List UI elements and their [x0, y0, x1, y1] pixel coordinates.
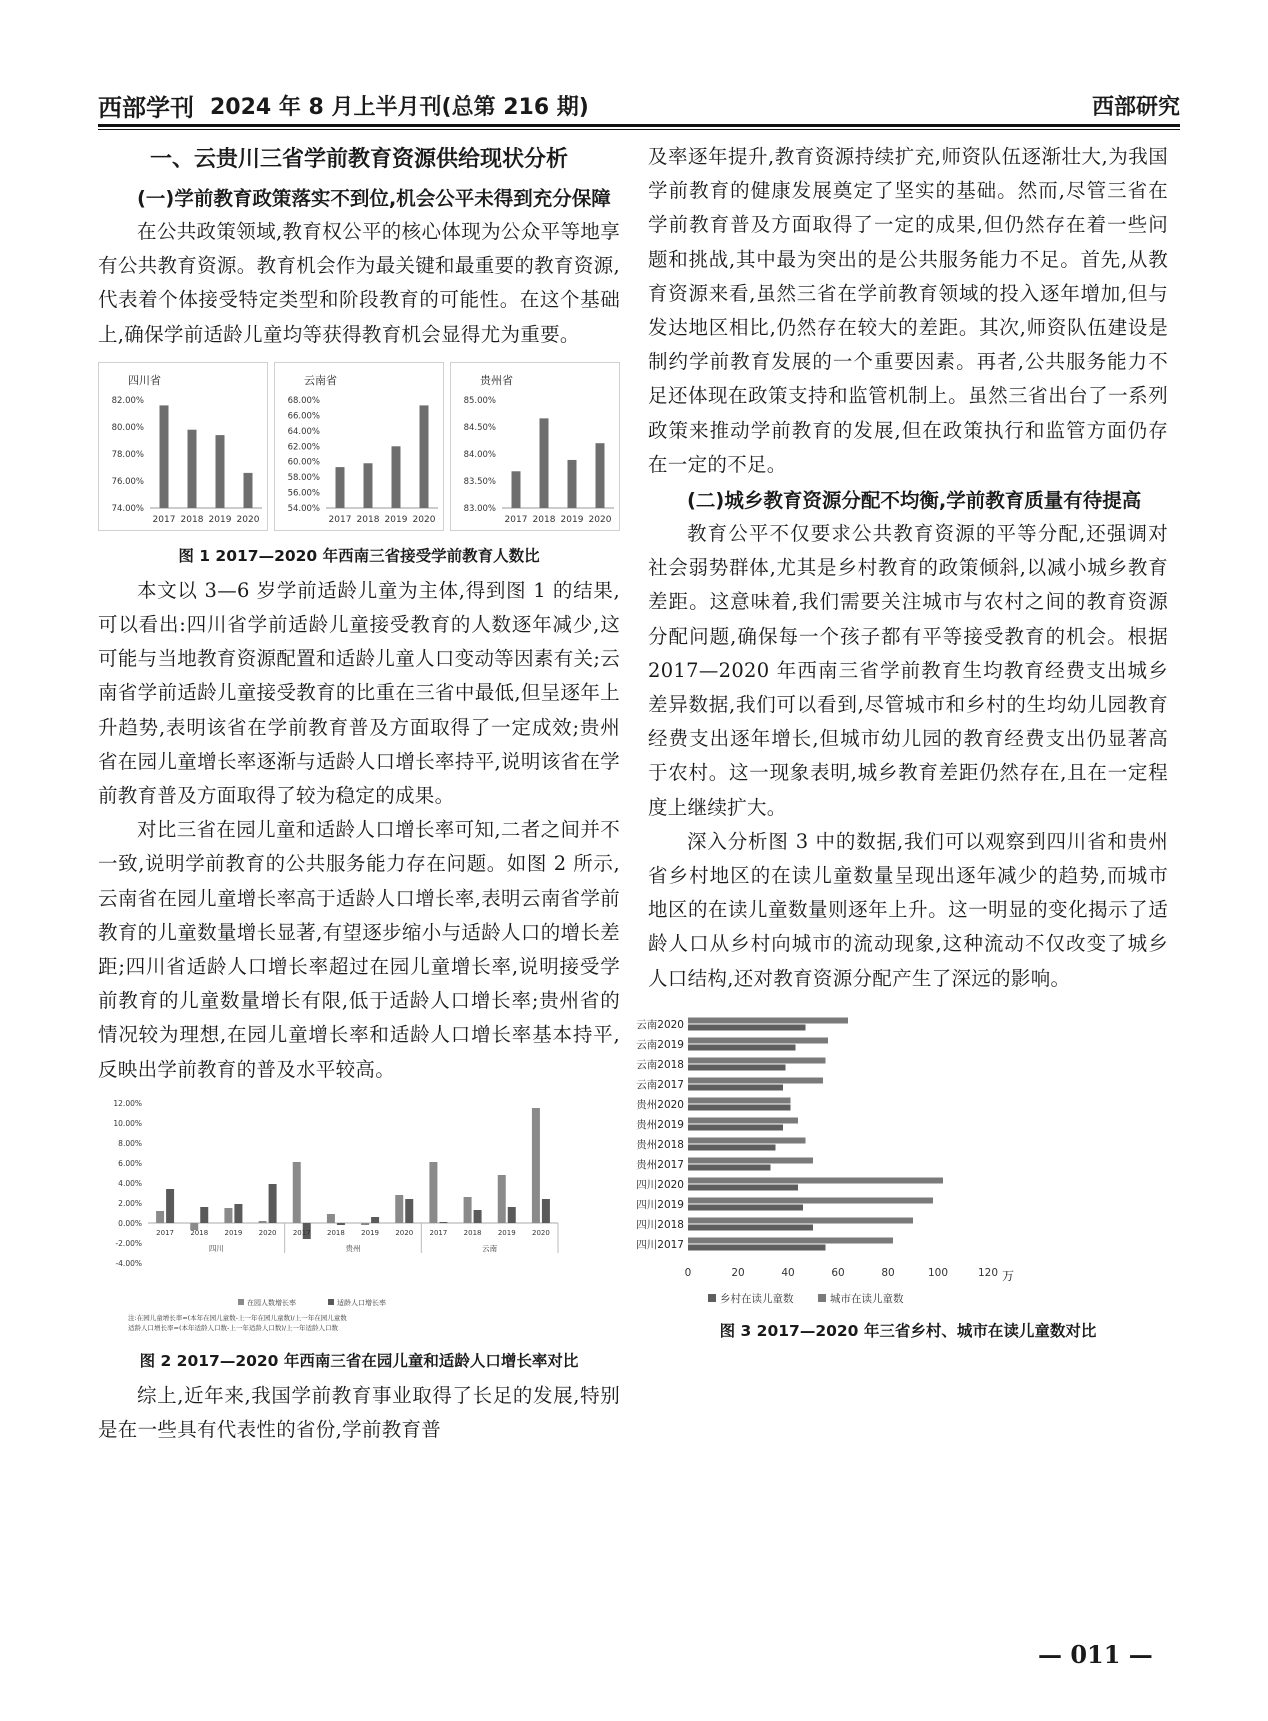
- y-tick-label: 68.00%: [287, 395, 320, 406]
- y-tick-label: 贵州2019: [636, 1118, 684, 1131]
- section-name: 西部研究: [1091, 95, 1180, 120]
- bar: [688, 1104, 791, 1110]
- bar: [464, 1197, 472, 1223]
- chart-note: 注:在园儿童增长率=(本年在园儿童数-上一年在园儿童数)/上一年在园儿童数: [128, 1313, 347, 1322]
- right-column: [636, 140, 1168, 1349]
- x-tick-label: 2020: [236, 514, 260, 525]
- bar: [293, 1162, 301, 1223]
- y-tick-label: -4.00%: [115, 1258, 142, 1268]
- y-tick-label: 贵州2020: [636, 1098, 684, 1111]
- y-tick-label: 64.00%: [287, 426, 320, 437]
- bar: [395, 1195, 403, 1223]
- bar: [327, 1214, 335, 1223]
- y-tick-label: 四川2018: [636, 1218, 684, 1231]
- y-tick-label: 66.00%: [287, 411, 320, 422]
- x-tick-label: 2018: [532, 514, 556, 525]
- bar: [688, 1157, 813, 1163]
- x-tick-label: 2017: [292, 1228, 311, 1237]
- bar: [532, 1108, 540, 1223]
- group-label: 云南: [482, 1243, 498, 1253]
- y-tick-label: 四川2017: [636, 1238, 684, 1251]
- bar: [688, 1024, 806, 1030]
- x-tick-label: 2018: [190, 1228, 209, 1237]
- page-header: [98, 84, 1180, 124]
- y-tick-label: 85.00%: [463, 395, 496, 406]
- figure-1-chart: [98, 362, 620, 534]
- y-tick-label: 83.00%: [463, 503, 496, 514]
- paragraph: 本文以 3—6 岁学前适龄儿童为主体,得到图 1 的结果,可以看出:四川省学前适龄儿童接受教育的人数逐年减少,这可能与当地教育资源配置和适龄儿童人口变动等因素有关;云南省学前适龄儿童接受教育的比重在三省中最低,但呈逐年上升趋势,表明该省在学前教育普及方面取得了一定成效;贵州省在园儿童增长率逐渐与适龄人口增长率持平,说明该省在学前教育普及方面取得了较为稳定的成果。: [98, 578, 620, 808]
- x-tick-label: 2017: [429, 1228, 448, 1237]
- figure-2: [98, 1091, 620, 1373]
- y-tick-label: 83.50%: [463, 476, 496, 487]
- paragraph: 深入分析图 3 中的数据,我们可以观察到四川省和贵州省乡村地区的在读儿童数量呈现出逐年减少的趋势,而城市地区的在读儿童数量则逐年上升。这一明显的变化揭示了适龄人口从乡村向城市的流动现象,这种流动不仅改变了城乡人口结构,还对教育资源分配产生了深远的影响。: [648, 829, 1168, 990]
- paragraph: 教育公平不仅要求公共教育资源的平等分配,还强调对社会弱势群体,尤其是乡村教育的政策倾斜,以减小城乡教育差距。这意味着,我们需要关注城市与农村之间的教育资源分配问题,确保每一个孩子都有平等接受教育的机会。根据 2017—2020 年西南三省学前教育生均教育经费支出城乡差异数据,我们可以看到,尽管城市和乡村的生均幼儿园教育经费支出逐年增长,但城市幼儿园的教育经费支出仍显著高于农村。这一现象表明,城乡教育差距仍然存在,且在一定程度上继续扩大。: [648, 522, 1168, 819]
- y-tick-label: 4.00%: [118, 1178, 142, 1188]
- bar: [188, 430, 197, 508]
- y-tick-label: 74.00%: [111, 503, 144, 514]
- bar: [429, 1162, 437, 1223]
- x-tick-label: 2017: [156, 1228, 174, 1237]
- bar: [688, 1097, 791, 1103]
- y-tick-label: 56.00%: [287, 488, 320, 499]
- figure-3-caption: 图 3 2017—2020 年三省乡村、城市在读儿童数对比: [719, 1321, 1097, 1340]
- x-tick-label: 2018: [356, 514, 380, 525]
- bar: [405, 1199, 413, 1223]
- figure-1: [98, 362, 620, 568]
- bar: [688, 1177, 943, 1183]
- y-tick-label: 54.00%: [287, 503, 320, 514]
- x-tick-label: 2019: [224, 1228, 243, 1237]
- subsection-heading-1: (一)学前教育政策落实不到位,机会公平未得到充分保障: [137, 187, 611, 210]
- x-tick-label: 60: [831, 1266, 845, 1279]
- y-tick-label: 80.00%: [111, 422, 144, 433]
- figure-3: [636, 1004, 1168, 1343]
- y-tick-label: 84.00%: [463, 449, 496, 460]
- bar: [224, 1208, 232, 1223]
- issue-info: 2024 年 8 月上半月刊(总第 216 期): [210, 95, 589, 120]
- x-tick-label: 2020: [412, 514, 436, 525]
- figure-1-panel: [99, 362, 268, 530]
- panel-title: 云南省: [304, 373, 337, 387]
- bar: [688, 1124, 783, 1130]
- bar: [361, 1223, 369, 1225]
- y-tick-label: 2.00%: [118, 1198, 142, 1208]
- paragraph: 综上,近年来,我国学前教育事业取得了长足的发展,特别是在一些具有代表性的省份,学前教育普: [98, 1383, 620, 1442]
- bar: [688, 1037, 828, 1043]
- bar: [596, 443, 605, 508]
- y-tick-label: 10.00%: [113, 1118, 142, 1128]
- bar: [512, 471, 521, 508]
- x-tick-label: 20: [731, 1266, 745, 1279]
- x-tick-label: 2019: [361, 1228, 379, 1237]
- bar: [688, 1164, 771, 1170]
- y-tick-label: 82.00%: [111, 395, 144, 406]
- figure-2-caption: 图 2 2017—2020 年西南三省在园儿童和适龄人口增长率对比: [139, 1351, 579, 1370]
- left-column: [98, 140, 620, 1447]
- panel-title: 四川省: [128, 373, 161, 387]
- y-tick-label: 84.50%: [463, 422, 496, 433]
- axis-unit: 万: [1002, 1268, 1015, 1283]
- paragraph: 对比三省在园儿童和适龄人口增长率可知,二者之间并不一致,说明学前教育的公共服务能力存在问题。如图 2 所示,云南省在园儿童增长率高于适龄人口增长率,表明云南省学前教育的儿童数量增长显著,有望逐步缩小与适龄人口的增长差距;四川省适龄人口增长率超过在园儿童增长率,说明接受学前教育的儿童数量增长有限,低于适龄人口增长率;贵州省的情况较为理想,在园儿童增长率和适龄人口增长率基本持平,反映出学前教育的普及水平较高。: [98, 818, 620, 1081]
- bar: [156, 1211, 164, 1223]
- bar: [160, 405, 169, 508]
- legend-swatch: [818, 1294, 826, 1302]
- bar: [688, 1117, 798, 1123]
- bar: [688, 1144, 776, 1150]
- x-tick-label: 40: [781, 1266, 795, 1279]
- group-label: 贵州: [345, 1243, 361, 1253]
- bar: [216, 435, 225, 508]
- bar: [200, 1207, 208, 1223]
- bar: [688, 1017, 848, 1023]
- bar: [688, 1137, 806, 1143]
- x-tick-label: 2017: [328, 514, 352, 525]
- bar: [336, 467, 345, 508]
- bar: [688, 1237, 893, 1243]
- x-tick-label: 2018: [327, 1228, 345, 1237]
- y-tick-label: 76.00%: [111, 476, 144, 487]
- x-tick-label: 2019: [497, 1228, 516, 1237]
- bar: [166, 1189, 174, 1223]
- bar: [474, 1210, 482, 1223]
- x-tick-label: 2019: [560, 514, 584, 525]
- section-heading: 一、云贵川三省学前教育资源供给现状分析: [149, 147, 568, 172]
- bar: [498, 1175, 506, 1223]
- bar: [688, 1064, 786, 1070]
- figure-1-panel: [275, 362, 444, 530]
- bar: [568, 460, 577, 508]
- page-number: — 011 —: [1038, 1640, 1153, 1669]
- y-tick-label: 云南2019: [636, 1038, 684, 1051]
- bar: [688, 1044, 796, 1050]
- x-tick-label: 2018: [463, 1228, 482, 1237]
- x-tick-label: 2017: [504, 514, 528, 525]
- legend-label: 城市在读儿童数: [830, 1292, 904, 1305]
- bar: [371, 1217, 379, 1223]
- header-rule-thin: [98, 129, 1180, 130]
- bar: [688, 1057, 826, 1063]
- bar: [420, 405, 429, 508]
- y-tick-label: 贵州2017: [636, 1158, 684, 1171]
- y-tick-label: 78.00%: [111, 449, 144, 460]
- figure-1-panel: [451, 362, 620, 530]
- bar: [688, 1204, 803, 1210]
- y-tick-label: 云南2018: [636, 1058, 684, 1071]
- group-label: 四川: [208, 1243, 224, 1253]
- bar: [439, 1222, 447, 1223]
- y-tick-label: 60.00%: [287, 457, 320, 468]
- x-tick-label: 0: [684, 1266, 692, 1279]
- legend-label: 适龄人口增长率: [337, 1298, 386, 1307]
- y-tick-label: 0.00%: [118, 1218, 142, 1228]
- bar: [688, 1224, 813, 1230]
- bar: [688, 1084, 783, 1090]
- y-tick-label: 58.00%: [287, 472, 320, 483]
- x-tick-label: 2019: [384, 514, 408, 525]
- y-tick-label: 云南2020: [636, 1018, 684, 1031]
- subsection-heading-2: (二)城乡教育资源分配不均衡,学前教育质量有待提高: [687, 489, 1142, 513]
- bar: [688, 1184, 798, 1190]
- bar: [337, 1223, 345, 1225]
- bar: [688, 1244, 826, 1250]
- x-tick-label: 2020: [395, 1228, 414, 1237]
- legend-swatch: [708, 1294, 716, 1302]
- y-tick-label: 12.00%: [113, 1098, 142, 1108]
- legend-label: 乡村在读儿童数: [720, 1292, 794, 1305]
- figure-3-chart: [636, 1004, 1168, 1309]
- bar: [688, 1197, 933, 1203]
- bar: [542, 1199, 550, 1223]
- bar: [234, 1204, 242, 1223]
- x-tick-label: 80: [881, 1266, 895, 1279]
- paragraph: 及率逐年提升,教育资源持续扩充,师资队伍逐渐壮大,为我国学前教育的健康发展奠定了坚实的基础。然而,尽管三省在学前教育普及方面取得了一定的成果,但仍然存在着一些问题和挑战,其中最为突出的是公共服务能力不足。首先,从教育资源来看,虽然三省在学前教育领域的投入逐年增加,但与发达地区相比,仍然存在较大的差距。其次,师资队伍建设是制约学前教育发展的一个重要因素。再者,公共服务能力不足还体现在政策支持和监管机制上。虽然三省出台了一系列政策来推动学前教育的发展,但在政策执行和监管方面仍存在一定的不足。: [648, 145, 1168, 476]
- legend-swatch: [328, 1299, 334, 1305]
- bar: [269, 1184, 277, 1223]
- bar: [688, 1217, 913, 1223]
- header-rule: [98, 124, 1180, 127]
- y-tick-label: 62.00%: [287, 442, 320, 453]
- figure-1-caption: 图 1 2017—2020 年西南三省接受学前教育人数比: [178, 546, 540, 565]
- chart-note: 适龄人口增长率=(本年适龄人口数-上一年适龄人口数)/上一年适龄人口数: [128, 1323, 339, 1332]
- y-tick-label: 四川2019: [636, 1198, 684, 1211]
- y-tick-label: 6.00%: [118, 1158, 142, 1168]
- x-tick-label: 2020: [258, 1228, 277, 1237]
- figure-2-chart: [98, 1091, 620, 1339]
- y-tick-label: 8.00%: [118, 1138, 142, 1148]
- y-tick-label: -2.00%: [115, 1238, 142, 1248]
- bar: [259, 1221, 267, 1223]
- panel-title: 贵州省: [480, 373, 513, 387]
- bar: [244, 473, 253, 508]
- bar: [364, 463, 373, 508]
- x-tick-label: 2018: [180, 514, 204, 525]
- x-tick-label: 2020: [532, 1228, 550, 1237]
- y-tick-label: 贵州2018: [636, 1138, 684, 1151]
- journal-masthead: 西部学刊: [98, 93, 194, 122]
- bar: [392, 446, 401, 508]
- bar: [508, 1207, 516, 1223]
- x-tick-label: 120: [977, 1266, 999, 1279]
- y-tick-label: 云南2017: [636, 1078, 684, 1091]
- bar: [688, 1077, 823, 1083]
- x-tick-label: 100: [927, 1266, 949, 1279]
- paragraph: 在公共政策领域,教育权公平的核心体现为公众平等地享有公共教育资源。教育机会作为最关键和最重要的教育资源,代表着个体接受特定类型和阶段教育的可能性。在这个基础上,确保学前适龄儿童均等获得教育机会显得尤为重要。: [98, 220, 620, 346]
- x-tick-label: 2020: [588, 514, 612, 525]
- x-tick-label: 2017: [152, 514, 176, 525]
- legend-label: 在园人数增长率: [247, 1298, 296, 1307]
- y-tick-label: 四川2020: [636, 1178, 684, 1191]
- legend-swatch: [238, 1299, 244, 1305]
- bar: [540, 418, 549, 508]
- x-tick-label: 2019: [208, 514, 232, 525]
